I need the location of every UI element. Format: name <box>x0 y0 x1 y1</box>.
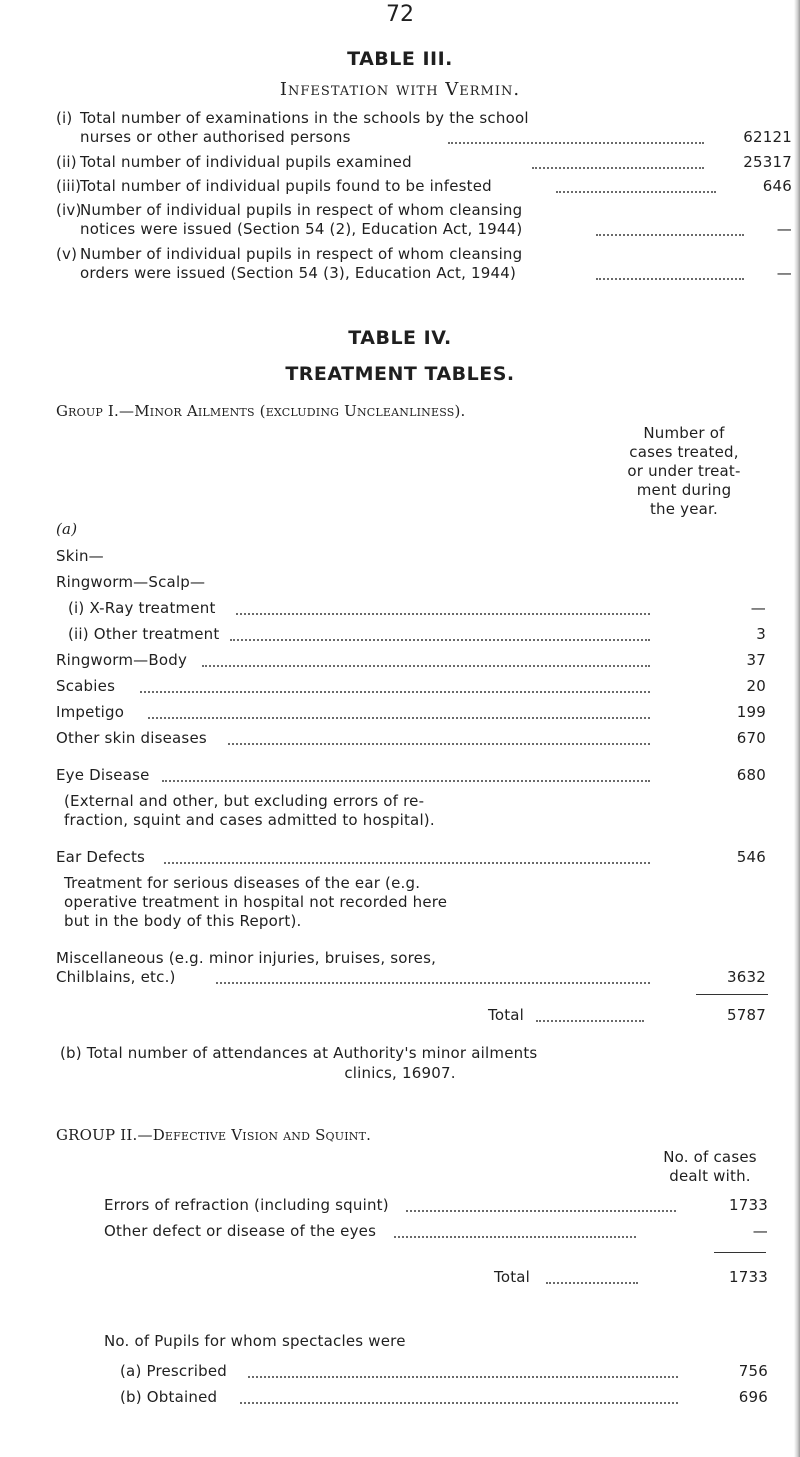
column-header-line: Number of <box>643 424 725 442</box>
dot-leader <box>230 639 650 641</box>
table3-row-num: (iii) <box>56 177 82 195</box>
ear-defects-note: Treatment for serious diseases of the ear (e.g. <box>64 874 421 892</box>
table3-row-text: Number of individual pupils in respect of whom cleansing <box>80 201 523 219</box>
dot-leader <box>236 613 650 615</box>
treatment-row-value: — <box>750 599 766 617</box>
section-a-label: (a) <box>56 520 78 538</box>
table3-subtitle: Infestation with Vermin. <box>279 79 521 100</box>
dot-leader <box>240 1402 678 1404</box>
skin-label: Skin— <box>56 547 104 565</box>
treatment-row-value: 20 <box>746 677 766 695</box>
eye-disease-note: fraction, squint and cases admitted to hospital). <box>64 811 435 829</box>
dot-leader <box>546 1282 638 1284</box>
dot-leader <box>164 862 650 864</box>
table3-title: TABLE III. <box>347 48 453 70</box>
group2-row-label: Errors of refraction (including squint) <box>104 1196 389 1214</box>
treatment-row-label: Impetigo <box>56 703 125 721</box>
group2-total-label: Total <box>494 1268 531 1286</box>
group2-row-value: 1733 <box>729 1196 768 1214</box>
table4-title: TABLE IV. <box>348 327 452 349</box>
dot-leader <box>532 167 704 169</box>
group2-column-header <box>620 1148 800 1186</box>
treatment-row-label: (ii) Other treatment <box>68 625 220 643</box>
treatment-row-label: Ringworm—Body <box>56 651 188 669</box>
column-header-line: dealt with. <box>669 1167 751 1185</box>
eye-disease-note: (External and other, but excluding errors of re- <box>64 792 425 810</box>
table3-row-text: Number of individual pupils in respect of whom cleansing <box>80 245 523 263</box>
table3-row-num: (i) <box>56 109 73 127</box>
table3-row-value: — <box>776 264 792 282</box>
dot-leader <box>248 1376 678 1378</box>
dot-leader <box>202 665 650 667</box>
spectacles-label: No. of Pupils for whom spectacles were <box>104 1332 406 1350</box>
dot-leader <box>148 717 650 719</box>
treatment-row-label: Scabies <box>56 677 116 695</box>
table3-row-text: nurses or other authorised persons <box>80 128 351 146</box>
spectacles-row-label: (a) Prescribed <box>120 1362 227 1380</box>
ear-defects-note: operative treatment in hospital not recorded here <box>64 893 448 911</box>
treatment-row-label: (i) X-Ray treatment <box>68 599 216 617</box>
group1-column-header <box>584 424 784 519</box>
treatment-row-label: Ear Defects <box>56 848 146 866</box>
group2-row-label: Other defect or disease of the eyes <box>104 1222 377 1240</box>
dot-leader <box>556 191 716 193</box>
table3-row-value: 25317 <box>743 153 792 171</box>
spectacles-row-label: (b) Obtained <box>120 1388 218 1406</box>
group1-total-value: 5787 <box>727 1006 766 1024</box>
table3-row-num: (iv) <box>56 201 82 219</box>
group2-heading: GROUP II.—Defective Vision and Squint. <box>56 1126 372 1144</box>
column-header-line: the year. <box>649 500 719 518</box>
group2-total-value: 1733 <box>729 1268 768 1286</box>
dot-leader <box>394 1236 636 1238</box>
spectacles-row-value: 756 <box>738 1362 768 1380</box>
treatment-row-value: 37 <box>746 651 766 669</box>
group1-total-label: Total <box>488 1006 525 1024</box>
dot-leader <box>448 142 704 144</box>
column-header-line: or under treat- <box>627 462 741 480</box>
table3-row-num: (ii) <box>56 153 77 171</box>
page-edge-shadow <box>794 0 800 1457</box>
table3-row-text: Total number of individual pupils examined <box>80 153 412 171</box>
table3-row-text: Total number of individual pupils found to be infested <box>80 177 492 195</box>
table3-row-text: Total number of examinations in the schools by the school <box>80 109 529 127</box>
column-header-line: ment during <box>636 481 732 499</box>
table3-row-value: 646 <box>762 177 792 195</box>
table3-row-text: orders were issued (Section 54 (3), Education Act, 1944) <box>80 264 517 282</box>
treatment-row-value: 546 <box>736 848 766 866</box>
treatment-row-label: Chilblains, etc.) <box>56 968 176 986</box>
table3-row-value: — <box>776 220 792 238</box>
table3-row-value: 62121 <box>743 128 792 146</box>
group2-row-value: — <box>752 1222 768 1240</box>
page-number: 72 <box>386 2 414 27</box>
spectacles-row-value: 696 <box>738 1388 768 1406</box>
dot-leader <box>216 982 650 984</box>
table3-row-text: notices were issued (Section 54 (2), Education Act, 1944) <box>80 220 523 238</box>
treatment-row-label: Other skin diseases <box>56 729 207 747</box>
total-rule <box>696 994 768 995</box>
table3-row-num: (v) <box>56 245 78 263</box>
attendances-note: (b) Total number of attendances at Authority's minor ailments <box>60 1044 538 1062</box>
treatment-row-value: 3632 <box>727 968 766 986</box>
dot-leader <box>536 1020 644 1022</box>
table4-subtitle: TREATMENT TABLES. <box>285 363 515 385</box>
column-header-line: cases treated, <box>629 443 739 461</box>
ear-defects-note: but in the body of this Report). <box>64 912 302 930</box>
treatment-row-value: 680 <box>736 766 766 784</box>
treatment-row-label: Miscellaneous (e.g. minor injuries, bruises, sores, <box>56 949 437 967</box>
dot-leader <box>140 691 650 693</box>
column-header-line: No. of cases <box>663 1148 757 1166</box>
treatment-row-value: 199 <box>736 703 766 721</box>
total-rule <box>714 1252 766 1253</box>
attendances-note: clinics, 16907. <box>344 1064 456 1082</box>
treatment-row-label: Eye Disease <box>56 766 150 784</box>
group1-heading: Group I.—Minor Ailments (excluding Uncleanliness). <box>56 402 466 420</box>
dot-leader <box>228 743 650 745</box>
dot-leader <box>162 780 650 782</box>
treatment-row-value: 670 <box>736 729 766 747</box>
ringworm-scalp-label: Ringworm—Scalp— <box>56 573 206 591</box>
dot-leader <box>406 1210 676 1212</box>
treatment-row-value: 3 <box>756 625 766 643</box>
